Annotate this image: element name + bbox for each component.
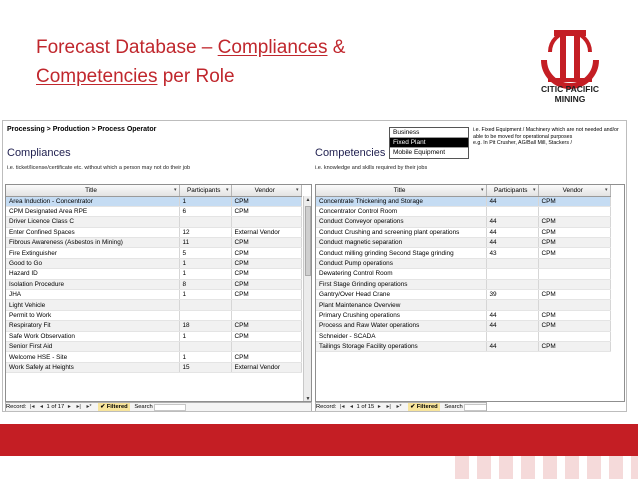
cell-vendor[interactable]: CPM [231,279,301,289]
cell-vendor[interactable]: CPM [231,352,301,362]
next-record-icon[interactable]: ▸ [377,404,381,410]
cell-participants[interactable] [486,258,538,268]
filter-check-icon: ✔ [410,404,416,410]
table-row[interactable] [6,341,301,351]
cell-vendor[interactable]: External Vendor [231,227,301,237]
cell-participants[interactable] [486,206,538,216]
cell-participants[interactable]: 44 [486,217,538,227]
cell-vendor[interactable] [538,300,610,310]
table-row[interactable] [6,331,301,341]
table-row[interactable] [6,362,301,372]
footer-band [0,424,638,456]
cell-vendor[interactable] [231,310,301,320]
column-header-participants[interactable]: Participants ▾ [179,185,231,196]
cell-title[interactable]: Primary Crushing operations [316,310,486,320]
cell-title[interactable]: CPM Designated Area RPE [6,206,179,216]
table-row[interactable] [316,248,610,258]
logo-text: CITIC PACIFIC MINING [541,84,599,104]
cell-participants[interactable] [179,341,231,351]
competencies-subtitle: i.e. knowledge and skills required by their jobs [315,165,428,171]
slide-title [36,33,506,91]
table-row[interactable] [6,206,301,216]
table-row[interactable] [6,196,301,206]
cell-title[interactable]: Conduct Conveyor operations [316,217,486,227]
cell-vendor[interactable]: CPM [538,321,610,331]
cell-title[interactable]: Fibrous Awareness (Asbestos in Mining) [6,238,179,248]
cell-participants[interactable]: 1 [179,196,231,206]
next-record-icon[interactable]: ▸ [67,404,71,410]
legend-notes: i.e. Fixed Equipment / Machinery which are not needed and/or able to be moved for operational purposes e.g. In Pit Crusher, AG/Ball Mill, Stackers / [473,127,619,146]
title-suffix: per Role [157,66,235,87]
cell-participants[interactable]: 1 [179,290,231,300]
scroll-up-icon[interactable]: ▲ [305,197,311,203]
record-position[interactable]: 1 of 15 [356,404,375,410]
table-row[interactable] [6,290,301,300]
cell-participants[interactable]: 44 [486,321,538,331]
cell-vendor[interactable]: CPM [231,248,301,258]
cell-title[interactable]: Enter Confined Spaces [6,227,179,237]
cell-title[interactable]: JHA [6,290,179,300]
competencies-table [316,185,611,352]
cell-participants[interactable]: 44 [486,196,538,206]
cell-title[interactable]: Plant Maintenance Overview [316,300,486,310]
compliances-heading: Compliances [7,147,71,159]
cell-vendor[interactable] [538,206,610,216]
search-input[interactable] [464,404,487,411]
last-record-icon[interactable]: ▸| [76,404,81,410]
sort-arrow-icon[interactable]: ▾ [173,186,177,193]
column-header-vendor[interactable]: Vendor ▾ [538,185,610,196]
cell-title[interactable]: Hazard ID [6,269,179,279]
column-header-participants[interactable]: Participants ▾ [486,185,538,196]
cell-title[interactable]: Conduct Pump operations [316,258,486,268]
prev-record-icon[interactable]: ◂ [349,404,353,410]
competencies-grid [315,184,625,402]
scroll-thumb[interactable] [305,206,311,276]
competencies-heading: Competencies [315,147,386,159]
cell-title[interactable]: Dewatering Control Room [316,269,486,279]
table-row[interactable] [6,310,301,320]
cell-vendor[interactable]: CPM [538,248,610,258]
cell-vendor[interactable]: CPM [231,331,301,341]
cell-vendor[interactable]: CPM [231,258,301,268]
compliances-record-navigator: Record: |◂ ◂ 1 of 17 ▸ ▸| ▸* ✔ Filtered Search [5,402,312,412]
column-header-vendor[interactable]: Vendor ▾ [231,185,301,196]
compliances-grid [5,184,312,402]
cell-vendor[interactable]: CPM [231,290,301,300]
cell-participants[interactable]: 44 [486,227,538,237]
table-row[interactable] [316,321,610,331]
cell-title[interactable]: Process and Raw Water operations [316,321,486,331]
cell-title[interactable]: Light Vehicle [6,300,179,310]
cell-participants[interactable] [486,331,538,341]
table-row[interactable] [316,300,610,310]
cell-vendor[interactable] [231,341,301,351]
table-row[interactable] [316,341,610,351]
compliances-subtitle: i.e. ticket/license/certificate etc. without which a person may not do their job [7,165,191,171]
sort-arrow-icon[interactable]: ▾ [604,186,608,193]
cell-participants[interactable]: 1 [179,269,231,279]
table-row[interactable] [316,238,610,248]
table-row[interactable] [6,248,301,258]
cell-vendor[interactable]: CPM [538,217,610,227]
cell-vendor[interactable]: CPM [231,196,301,206]
cell-title[interactable]: Work Safely at Heights [6,362,179,372]
filtered-toggle[interactable]: ✔ Filtered [100,404,128,410]
cell-title[interactable]: Conduct milling grinding Second Stage grinding [316,248,486,258]
last-record-icon[interactable]: ▸| [386,404,391,410]
sort-arrow-icon[interactable]: ▾ [225,186,229,193]
cell-title[interactable]: Fire Extinguisher [6,248,179,258]
cell-title[interactable]: Safe Work Observation [6,331,179,341]
table-row[interactable] [316,269,610,279]
cell-vendor[interactable] [538,258,610,268]
table-row[interactable] [6,238,301,248]
cell-vendor[interactable]: CPM [538,341,610,351]
table-row[interactable] [6,227,301,237]
cell-participants[interactable] [486,269,538,279]
cell-vendor[interactable] [538,269,610,279]
table-row[interactable] [6,279,301,289]
cell-vendor[interactable]: CPM [538,310,610,320]
cell-participants[interactable]: 43 [486,248,538,258]
cell-participants[interactable]: 44 [486,341,538,351]
cell-title[interactable]: Permit to Work [6,310,179,320]
legend-item-mobile-equipment[interactable]: Mobile Equipment [393,149,446,156]
cell-participants[interactable]: 15 [179,362,231,372]
table-row[interactable] [6,300,301,310]
table-row[interactable] [6,258,301,268]
cell-title[interactable]: Gantry/Over Head Crane [316,290,486,300]
cell-vendor[interactable] [538,331,610,341]
cell-participants[interactable] [179,300,231,310]
cell-title[interactable]: Driver Licence Class C [6,217,179,227]
table-row[interactable] [6,352,301,362]
column-header-title[interactable]: Title ▾ [316,185,486,196]
cell-title[interactable]: Senior First Aid [6,341,179,351]
compliances-table [6,185,302,373]
cell-title[interactable]: Good to Go [6,258,179,268]
cell-title[interactable]: Tailings Storage Facility operations [316,341,486,351]
search-input[interactable] [154,404,186,411]
cell-participants[interactable] [179,310,231,320]
cell-title[interactable]: Respiratory Fit [6,321,179,331]
cell-vendor[interactable] [231,300,301,310]
legend-item-fixed-plant[interactable]: Fixed Plant [390,138,468,148]
filtered-toggle[interactable]: ✔ Filtered [410,404,438,410]
cell-participants[interactable]: 1 [179,352,231,362]
cell-vendor[interactable] [231,217,301,227]
record-position[interactable]: 1 of 17 [46,404,65,410]
cell-vendor[interactable]: CPM [231,206,301,216]
title-prefix: Forecast Database – [36,37,218,58]
table-row[interactable] [6,217,301,227]
cell-participants[interactable]: 18 [179,321,231,331]
cell-participants[interactable]: 5 [179,248,231,258]
cell-participants[interactable]: 1 [179,331,231,341]
table-row[interactable] [316,227,610,237]
cell-vendor[interactable]: External Vendor [231,362,301,372]
cell-vendor[interactable]: CPM [538,290,610,300]
table-row[interactable] [316,206,610,216]
table-row[interactable] [316,290,610,300]
first-record-icon[interactable]: |◂ [339,404,345,410]
title-ampersand: & [327,37,346,58]
cell-title[interactable]: Conduct Crushing and screening plant operations [316,227,486,237]
cell-participants[interactable]: 12 [179,227,231,237]
filter-check-icon: ✔ [100,404,106,410]
cell-participants[interactable]: 8 [179,279,231,289]
first-record-icon[interactable]: |◂ [29,404,35,410]
table-row[interactable] [6,269,301,279]
cell-title[interactable]: Schneider - SCADA [316,331,486,341]
cell-participants[interactable] [486,300,538,310]
cell-vendor[interactable]: CPM [231,321,301,331]
database-screenshot [2,120,627,412]
cell-title[interactable]: Area Induction - Concentrator [6,196,179,206]
footer-decoration [455,456,638,479]
cell-title[interactable]: Conduct magnetic separation [316,238,486,248]
cell-title[interactable]: Concentrate Thickening and Storage [316,196,486,206]
breadcrumb: Processing > Production > Process Operator [7,126,157,133]
cell-vendor[interactable]: CPM [538,196,610,206]
table-row[interactable] [316,196,610,206]
cell-participants[interactable]: 39 [486,290,538,300]
prev-record-icon[interactable]: ◂ [39,404,43,410]
cell-participants[interactable] [179,217,231,227]
cell-participants[interactable] [486,279,538,289]
table-row[interactable] [316,331,610,341]
cell-vendor[interactable]: CPM [538,238,610,248]
cell-participants[interactable]: 44 [486,238,538,248]
table-row[interactable] [316,310,610,320]
cell-participants[interactable]: 44 [486,310,538,320]
equipment-type-list[interactable] [389,127,469,159]
competencies-record-navigator: Record: |◂ ◂ 1 of 15 ▸ ▸| ▸* ✔ Filtered Search [315,402,487,412]
scroll-down-icon[interactable]: ▼ [305,396,311,402]
cell-title[interactable]: First Stage Grinding operations [316,279,486,289]
cell-participants[interactable]: 11 [179,238,231,248]
sort-arrow-icon[interactable]: ▾ [480,186,484,193]
competencies-link[interactable]: Competencies [36,66,158,87]
cell-participants[interactable]: 6 [179,206,231,216]
cell-title[interactable]: Concentrator Control Room [316,206,486,216]
sort-arrow-icon[interactable]: ▾ [532,186,536,193]
cell-participants[interactable]: 1 [179,258,231,268]
cell-vendor[interactable]: CPM [538,227,610,237]
table-row[interactable] [6,321,301,331]
table-row[interactable] [316,217,610,227]
table-row[interactable] [316,279,610,289]
cell-vendor[interactable]: CPM [231,238,301,248]
new-record-icon[interactable]: ▸* [86,404,92,410]
cell-vendor[interactable]: CPM [231,269,301,279]
cell-title[interactable]: Isolation Procedure [6,279,179,289]
cell-title[interactable]: Welcome HSE - Site [6,352,179,362]
legend-item-business[interactable]: Business [390,128,468,138]
cell-vendor[interactable] [538,279,610,289]
column-header-title[interactable]: Title ▾ [6,185,179,196]
vertical-scrollbar[interactable] [303,196,312,402]
sort-arrow-icon[interactable]: ▾ [295,186,299,193]
table-row[interactable] [316,258,610,268]
compliances-link[interactable]: Compliances [217,37,328,58]
new-record-icon[interactable]: ▸* [396,404,402,410]
